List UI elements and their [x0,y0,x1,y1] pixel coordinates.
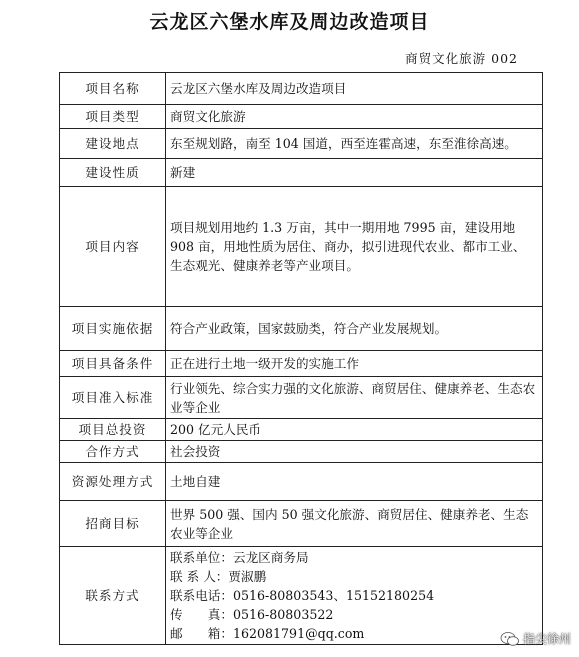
row-value: 土地自建 [166,463,543,501]
row-label: 联系方式 [60,547,166,645]
document-title: 云龙区六堡水库及周边改造项目 [149,11,430,33]
row-label: 招商目标 [60,501,166,547]
wechat-icon [500,631,520,647]
row-label: 建设性质 [60,159,166,187]
row-label: 项目内容 [60,187,166,307]
table-row [60,105,543,129]
row-label: 建设地点 [60,129,166,159]
row-value: 世界 500 强、国内 50 强文化旅游、商贸居住、健康养老、生态农业等企业 [166,501,543,547]
row-value: 行业领先、综合实力强的文化旅游、商贸居住、健康养老、生态农业等企业 [166,377,543,419]
contact-info [166,547,543,645]
table-row [60,377,543,419]
table-row [60,73,543,105]
table-row [60,351,543,377]
project-info-table [59,72,543,645]
table-row [60,187,543,307]
row-value: 200 亿元人民币 [166,419,543,441]
project-code: 商贸文化旅游 002 [405,51,518,66]
row-value: 云龙区六堡水库及周边改造项目 [166,73,543,105]
contact-unit: 联系单位：云龙区商务局 [170,550,309,565]
row-label: 项目准入标准 [60,377,166,419]
contact-fax: 传 真：0516-80803522 [170,607,334,622]
table-row [60,547,543,645]
table-row [60,159,543,187]
row-label: 项目具备条件 [60,351,166,377]
contact-phone: 联系电话：0516-80803543、15152180254 [170,588,435,603]
contact-person: 联 系 人：贾淑鹏 [170,569,267,584]
row-label: 项目实施依据 [60,307,166,351]
row-label: 合作方式 [60,441,166,463]
table-row [60,129,543,159]
row-value: 社会投资 [166,441,543,463]
table-row [60,441,543,463]
row-value: 项目规划用地约 1.3 万亩，其中一期用地 7995 亩，建设用地 908 亩，用地性质为居住、商办，拟引进现代农业、都市工业、生态观光、健康养老等产业项目。 [166,187,543,307]
table-row [60,419,543,441]
watermark [500,630,571,647]
row-value: 正在进行土地一级开发的实施工作 [166,351,543,377]
row-label: 项目总投资 [60,419,166,441]
row-label: 项目类型 [60,105,166,129]
row-value: 商贸文化旅游 [166,105,543,129]
row-label: 资源处理方式 [60,463,166,501]
table-row [60,501,543,547]
row-value: 新建 [166,159,543,187]
watermark-text: 指尖徐州 [522,632,571,646]
table-row [60,463,543,501]
row-value: 符合产业政策，国家鼓励类，符合产业发展规划。 [166,307,543,351]
table-row [60,307,543,351]
row-value: 东至规划路，南至 104 国道，西至连霍高速，东至淮徐高速。 [166,129,543,159]
row-label: 项目名称 [60,73,166,105]
contact-email: 邮 箱：162081791@qq.com [170,626,365,641]
